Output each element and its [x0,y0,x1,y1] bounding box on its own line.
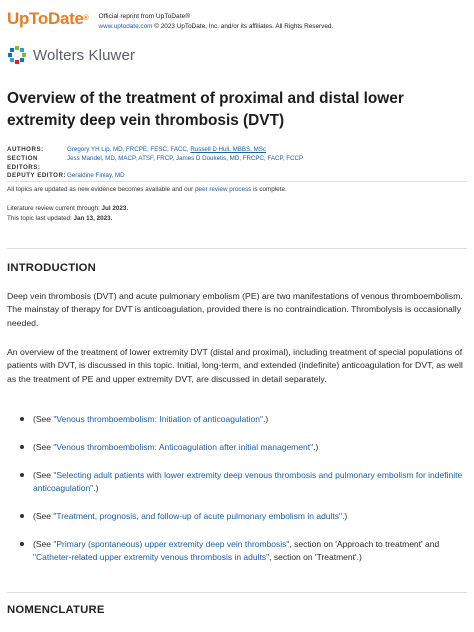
reprint-notice [98,12,333,32]
topic-link[interactable]: "Venous thromboembolism: Anticoagulation after initial management" [53,442,314,452]
deputy-editor-label: DEPUTY EDITOR: [7,172,67,180]
list-item: (See "Venous thromboembolism: Anticoagulation after initial management".) [20,441,465,454]
bullet-icon [20,445,24,449]
deputy-editor-row [7,172,303,181]
topic-link[interactable]: "Selecting adult patients with lower extremity deep venous thrombosis and pulmonary embolism for indefinite anticoagulation" [33,470,463,493]
section-heading-introduction: INTRODUCTION [7,262,97,274]
page-title: Overview of the treatment of proximal and distal lower extremity deep vein thrombosis (DVT) [7,90,404,129]
update-note: All topics are updated as new evidence becomes available and our peer review process is complete. [7,186,287,193]
bullet-icon [20,417,24,421]
author-link[interactable]: Russell D Hull, MBBS, MSc [190,146,266,153]
section-heading-nomenclature: NOMENCLATURE [7,604,105,616]
list-item: (See "Treatment, prognosis, and follow-up of acute pulmonary embolism in adults".) [20,510,465,523]
list-item: (See "Primary (spontaneous) upper extremity deep vein thrombosis", section on 'Approach to treatment' and "Catheter-related upper extremity venous thrombosis in adults", section on 'Treatment'.) [20,538,465,564]
divider [7,248,467,249]
see-also-list [20,413,465,579]
copyright-line: www.uptodate.com © 2023 UpToDate, Inc. and/or its affiliates. All Rights Reserved. [98,23,334,30]
paragraph: Deep vein thrombosis (DVT) and acute pulmonary embolism (PE) are two manifestations of venous thromboembolism. The mainstay of therapy for DVT is anticoagulation, provided there is no contraindication. Thrombolysis is occasionally needed. [7,291,463,328]
divider [7,181,467,182]
divider [7,592,467,593]
topic-link[interactable]: "Primary (spontaneous) upper extremity deep vein thrombosis" [53,539,290,549]
bullet-icon [20,473,24,477]
publisher-logo [7,45,135,65]
section-editors-links[interactable]: Jess Mandel, MD, MACP, ATSF, FRCP, James D Douketis, MD, FRCPC, FACP, FCCP [67,154,304,162]
paragraph: An overview of the treatment of lower extremity DVT (distal and proximal), including treatment of special populations of patients with DVT, is discussed in this topic. Initial, long-term, and extended (indefinite) anticoagulation for DVT, as well as the treatment of PE and upper extremity DVT, are discussed in detail separately. [7,347,463,384]
uptodate-logo: UpToDate® [7,9,89,28]
topic-link[interactable]: "Catheter-related upper extremity venous thrombosis in adults" [33,552,270,562]
deputy-editor-link[interactable]: Geraldine Finlay, MD [67,172,125,180]
last-updated-date: This topic last updated: Jan 13, 2023. [7,214,113,222]
section-editors-label: SECTION EDITORS: [7,154,41,171]
peer-review-link[interactable]: peer review process [194,186,252,193]
topic-link[interactable]: "Treatment, prognosis, and follow-up of acute pulmonary embolism in adults" [53,511,343,521]
review-dates [7,204,128,223]
article-credits [7,146,303,181]
reprint-header [7,9,333,32]
uptodate-link[interactable]: www.uptodate.com [98,23,153,30]
section-editors-row [7,155,303,173]
bullet-icon [20,514,24,518]
author-link[interactable]: Gregory YH Lip, MD, FRCPE, FESC, FACC, [67,146,191,153]
reprint-line: Official reprint from UpToDate® [98,13,191,20]
authors-label: AUTHORS: [7,146,44,153]
literature-review-date: Literature review current through: Jul 2023. [7,205,129,212]
authors-row [7,146,303,155]
wolters-kluwer-logo-icon [7,45,27,65]
publisher-name: Wolters Kluwer [33,46,135,64]
topic-link[interactable]: "Venous thromboembolism: Initiation of anticoagulation" [53,414,264,424]
list-item: (See "Selecting adult patients with lower extremity deep venous thrombosis and pulmonary embolism for indefinite anticoagulation".) [20,469,465,495]
list-item: (See "Venous thromboembolism: Initiation of anticoagulation".) [20,413,465,426]
bullet-icon [20,542,24,546]
